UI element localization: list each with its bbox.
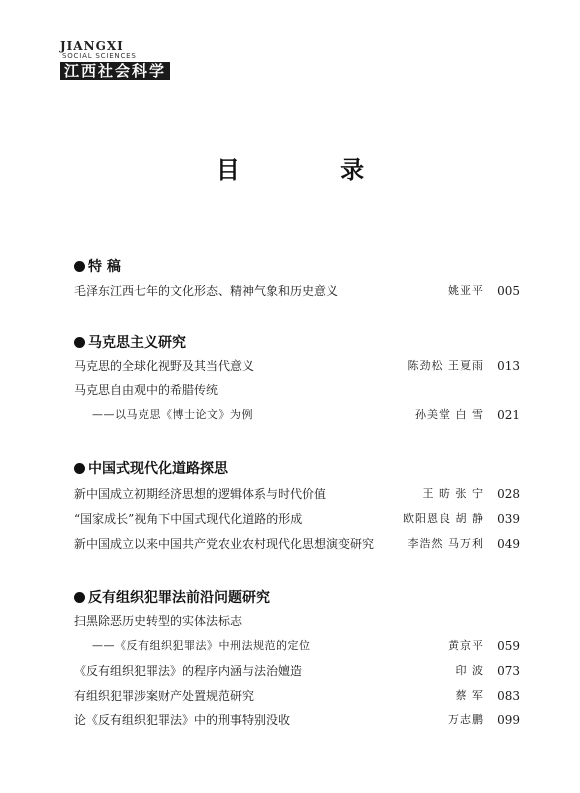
toc-entry-subtitle[interactable] (74, 636, 520, 656)
journal-english-title: JIANGXI (60, 39, 124, 53)
entry-subtitle: ——以马克思《博士论文》为例 (92, 408, 253, 421)
entry-author: 欧阳恩良 胡 静 (403, 512, 484, 525)
entry-page: 099 (497, 713, 520, 727)
entry-author: 黄京平 (448, 639, 484, 652)
entry-title: 新中国成立以来中国共产党农业农村现代化思想演变研究 (74, 537, 375, 551)
entry-page: 028 (497, 487, 520, 501)
entry-title: “国家成长”视角下中国式现代化道路的形成 (74, 512, 303, 526)
entry-page: 059 (497, 639, 520, 653)
entry-title: 扫黑除恶历史转型的实体法标志 (74, 614, 243, 628)
entry-author: 李浩然 马万利 (407, 537, 484, 550)
entry-author: 姚亚平 (448, 284, 484, 297)
entry-title: 马克思自由观中的希腊传统 (74, 383, 219, 397)
entry-subtitle: ——《反有组织犯罪法》中刑法规范的定位 (92, 639, 311, 652)
toc-title: 目 录 (215, 156, 411, 184)
entry-title: 新中国成立初期经济思想的逻辑体系与时代价值 (74, 487, 327, 501)
entry-title: 马克思的全球化视野及其当代意义 (74, 359, 255, 373)
toc-entry[interactable] (74, 356, 520, 376)
entry-title: 论《反有组织犯罪法》中的刑事特别没收 (74, 713, 291, 727)
entry-page: 049 (497, 537, 520, 551)
bullet-icon (74, 592, 85, 603)
toc-entry[interactable] (74, 380, 520, 400)
entry-author: 陈劲松 王夏雨 (407, 359, 484, 372)
toc-entry[interactable] (74, 534, 520, 554)
entry-author: 蔡 军 (455, 689, 484, 702)
toc-entry[interactable] (74, 710, 520, 730)
entry-page: 013 (497, 359, 520, 373)
journal-chinese-title: 江西社会科学 (60, 62, 170, 80)
toc-entry[interactable] (74, 509, 520, 529)
toc-entry[interactable] (74, 611, 520, 631)
entry-author: 孙美堂 白 雪 (415, 408, 484, 421)
toc-entry[interactable] (74, 281, 520, 301)
journal-english-subtitle: SOCIAL SCIENCES (62, 52, 137, 60)
section-heading: 中国式现代化道路探思 (74, 458, 228, 478)
entry-page: 083 (497, 689, 520, 703)
bullet-icon (74, 463, 85, 474)
bullet-icon (74, 337, 85, 348)
entry-title: 毛泽东江西七年的文化形态、精神气象和历史意义 (74, 284, 339, 298)
entry-author: 王 昉 张 宁 (422, 487, 484, 500)
section-heading: 反有组织犯罪法前沿问题研究 (74, 587, 270, 607)
entry-author: 万志鹏 (448, 713, 484, 726)
toc-entry-subtitle[interactable] (74, 405, 520, 425)
toc-entry[interactable] (74, 686, 520, 706)
toc-entry[interactable] (74, 484, 520, 504)
entry-page: 073 (497, 664, 520, 678)
entry-author: 印 波 (455, 664, 484, 677)
journal-logo (60, 40, 210, 85)
bullet-icon (74, 261, 85, 272)
section-heading: 特 稿 (74, 256, 121, 276)
entry-title: 有组织犯罪涉案财产处置规范研究 (74, 689, 255, 703)
entry-page: 005 (497, 284, 520, 298)
entry-page: 021 (497, 408, 520, 422)
section-heading: 马克思主义研究 (74, 332, 186, 352)
entry-page: 039 (497, 512, 520, 526)
toc-entry[interactable] (74, 661, 520, 681)
entry-title: 《反有组织犯罪法》的程序内涵与法治嬗造 (74, 664, 303, 678)
